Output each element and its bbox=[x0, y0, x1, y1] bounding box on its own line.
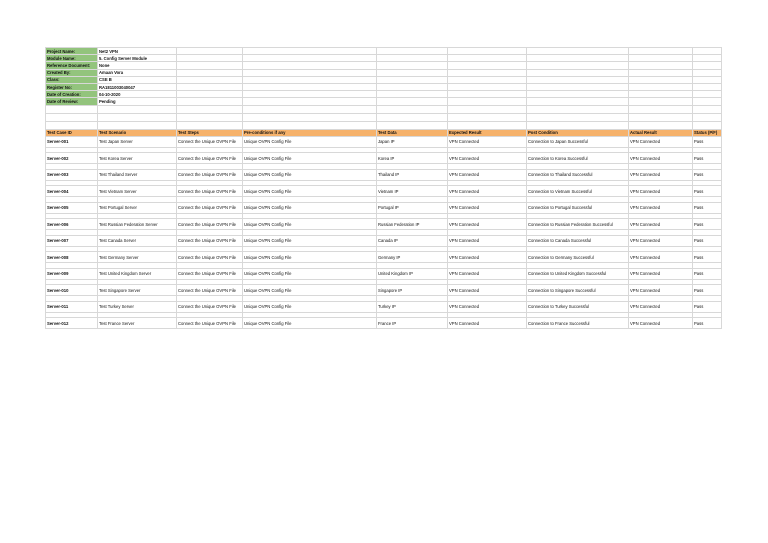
empty-cell bbox=[629, 91, 693, 98]
meta-row bbox=[46, 62, 722, 69]
empty-cell bbox=[527, 121, 629, 129]
table-cell: Unique OVPN Config File bbox=[243, 285, 377, 296]
empty-cell bbox=[629, 121, 693, 129]
empty-cell bbox=[46, 121, 98, 129]
empty-cell bbox=[448, 91, 527, 98]
empty-cell bbox=[243, 48, 377, 55]
meta-value: None bbox=[98, 62, 177, 69]
table-cell: Connect the Unique OVPN File bbox=[177, 301, 243, 312]
empty-cell bbox=[527, 55, 629, 62]
empty-cell bbox=[243, 76, 377, 83]
table-row bbox=[46, 219, 722, 230]
table-cell: Connection to Japan Successful bbox=[527, 136, 629, 147]
table-cell: Unique OVPN Config File bbox=[243, 169, 377, 180]
table-cell: Connect the Unique OVPN File bbox=[177, 252, 243, 263]
empty-row bbox=[46, 105, 722, 113]
table-row bbox=[46, 169, 722, 180]
empty-cell bbox=[177, 98, 243, 105]
table-cell: Pass bbox=[693, 136, 722, 147]
table-cell: VPN Connected bbox=[629, 153, 693, 164]
empty-cell bbox=[629, 105, 693, 113]
empty-cell bbox=[377, 48, 448, 55]
meta-label: Date of Review: bbox=[46, 98, 98, 105]
empty-cell bbox=[377, 55, 448, 62]
table-cell: Test Canada Server bbox=[98, 235, 177, 246]
table-row bbox=[46, 318, 722, 329]
empty-cell bbox=[177, 113, 243, 121]
empty-cell bbox=[527, 62, 629, 69]
meta-row bbox=[46, 69, 722, 76]
table-cell: Connect the Unique OVPN File bbox=[177, 153, 243, 164]
table-cell: Connection to Thailand Successful bbox=[527, 169, 629, 180]
empty-cell bbox=[243, 91, 377, 98]
table-cell: VPN Connected bbox=[448, 202, 527, 213]
table-cell: VPN Connected bbox=[629, 202, 693, 213]
empty-cell bbox=[177, 48, 243, 55]
table-cell: VPN Connected bbox=[448, 186, 527, 197]
table-cell: Connection to France Successful bbox=[527, 318, 629, 329]
table-cell: Pass bbox=[693, 318, 722, 329]
table-cell: Connect the Unique OVPN File bbox=[177, 186, 243, 197]
table-cell: VPN Connected bbox=[448, 268, 527, 279]
table-cell: VPN Connected bbox=[629, 219, 693, 230]
empty-cell bbox=[448, 55, 527, 62]
meta-value: 04-10-2020 bbox=[98, 91, 177, 98]
table-cell: Pass bbox=[693, 186, 722, 197]
meta-label: Project Name: bbox=[46, 48, 98, 55]
empty-cell bbox=[177, 121, 243, 129]
meta-label: Register No: bbox=[46, 83, 98, 90]
table-cell: Connection to Russian Federation Successful bbox=[527, 219, 629, 230]
column-header: Test Steps bbox=[177, 129, 243, 136]
table-cell: Thailand IP bbox=[377, 169, 448, 180]
empty-cell bbox=[693, 62, 722, 69]
table-cell: Pass bbox=[693, 252, 722, 263]
empty-cell bbox=[693, 48, 722, 55]
empty-cell bbox=[527, 113, 629, 121]
empty-cell bbox=[527, 48, 629, 55]
table-cell: Pass bbox=[693, 219, 722, 230]
table-cell: VPN Connected bbox=[629, 268, 693, 279]
empty-cell bbox=[448, 105, 527, 113]
table-cell: Connection to Turkey Successful bbox=[527, 301, 629, 312]
table-cell: Connect the Unique OVPN File bbox=[177, 285, 243, 296]
table-cell: Test Portugal Server bbox=[98, 202, 177, 213]
empty-cell bbox=[377, 76, 448, 83]
table-cell: VPN Connected bbox=[629, 318, 693, 329]
table-cell: VPN Connected bbox=[448, 219, 527, 230]
table-cell: Unique OVPN Config File bbox=[243, 202, 377, 213]
table-cell: Connect the Unique OVPN File bbox=[177, 235, 243, 246]
table-row bbox=[46, 136, 722, 147]
table-cell: Server-006 bbox=[46, 219, 98, 230]
table-cell: Test Germany Server bbox=[98, 252, 177, 263]
empty-cell bbox=[243, 55, 377, 62]
empty-cell bbox=[377, 91, 448, 98]
column-header: Expected Result bbox=[448, 129, 527, 136]
empty-cell bbox=[98, 113, 177, 121]
table-cell: Connect the Unique OVPN File bbox=[177, 136, 243, 147]
table-cell: VPN Connected bbox=[629, 301, 693, 312]
table-cell: VPN Connected bbox=[629, 235, 693, 246]
empty-cell bbox=[629, 113, 693, 121]
empty-cell bbox=[629, 62, 693, 69]
table-cell: Vietnam IP bbox=[377, 186, 448, 197]
table-cell: Unique OVPN Config File bbox=[243, 318, 377, 329]
table-cell: Portugal IP bbox=[377, 202, 448, 213]
empty-cell bbox=[448, 98, 527, 105]
table-cell: VPN Connected bbox=[629, 136, 693, 147]
table-cell: VPN Connected bbox=[448, 285, 527, 296]
empty-cell bbox=[448, 76, 527, 83]
meta-value: Net2 VPN bbox=[98, 48, 177, 55]
table-row bbox=[46, 268, 722, 279]
empty-cell bbox=[377, 113, 448, 121]
table-cell: Connection to Korea Successful bbox=[527, 153, 629, 164]
empty-cell bbox=[448, 69, 527, 76]
empty-cell bbox=[377, 121, 448, 129]
empty-cell bbox=[693, 76, 722, 83]
table-cell: Unique OVPN Config File bbox=[243, 235, 377, 246]
column-header: Actual Result bbox=[629, 129, 693, 136]
empty-cell bbox=[527, 76, 629, 83]
meta-value: RA1811003040047 bbox=[98, 83, 177, 90]
empty-cell bbox=[448, 121, 527, 129]
table-cell: Connection to Germany Successful bbox=[527, 252, 629, 263]
empty-cell bbox=[629, 55, 693, 62]
meta-value: CSE B bbox=[98, 76, 177, 83]
meta-label: Created By: bbox=[46, 69, 98, 76]
empty-cell bbox=[527, 83, 629, 90]
table-cell: Russian Federation IP bbox=[377, 219, 448, 230]
table-cell: Unique OVPN Config File bbox=[243, 252, 377, 263]
empty-cell bbox=[243, 105, 377, 113]
meta-label: Reference Document: bbox=[46, 62, 98, 69]
table-cell: Test Russian Federation Server bbox=[98, 219, 177, 230]
table-cell: Server-003 bbox=[46, 169, 98, 180]
empty-cell bbox=[177, 83, 243, 90]
empty-cell bbox=[693, 105, 722, 113]
table-cell: Unique OVPN Config File bbox=[243, 219, 377, 230]
table-cell: Server-007 bbox=[46, 235, 98, 246]
table-cell: Test United Kingdom Server bbox=[98, 268, 177, 279]
table-cell: Connection to United Kingdom Successful bbox=[527, 268, 629, 279]
table-row bbox=[46, 252, 722, 263]
table-cell: Turkey IP bbox=[377, 301, 448, 312]
meta-row bbox=[46, 98, 722, 105]
empty-cell bbox=[693, 55, 722, 62]
table-cell: Connect the Unique OVPN File bbox=[177, 219, 243, 230]
empty-cell bbox=[629, 76, 693, 83]
meta-value: Amaan Vora bbox=[98, 69, 177, 76]
table-cell: Server-005 bbox=[46, 202, 98, 213]
table-cell: Connect the Unique OVPN File bbox=[177, 268, 243, 279]
table-cell: Pass bbox=[693, 169, 722, 180]
table-cell: Connect the Unique OVPN File bbox=[177, 202, 243, 213]
empty-cell bbox=[527, 69, 629, 76]
meta-row bbox=[46, 76, 722, 83]
table-cell: Connection to Vietnam Successful bbox=[527, 186, 629, 197]
empty-cell bbox=[448, 62, 527, 69]
meta-row bbox=[46, 83, 722, 90]
table-cell: Test Japan Server bbox=[98, 136, 177, 147]
empty-row bbox=[46, 121, 722, 129]
empty-cell bbox=[693, 113, 722, 121]
empty-cell bbox=[527, 91, 629, 98]
table-cell: Server-001 bbox=[46, 136, 98, 147]
table-row bbox=[46, 202, 722, 213]
empty-cell bbox=[243, 98, 377, 105]
table-cell: Server-004 bbox=[46, 186, 98, 197]
empty-cell bbox=[377, 62, 448, 69]
table-cell: Connect the Unique OVPN File bbox=[177, 169, 243, 180]
table-cell: VPN Connected bbox=[448, 153, 527, 164]
table-cell: VPN Connected bbox=[448, 318, 527, 329]
empty-cell bbox=[448, 113, 527, 121]
table-cell: Unique OVPN Config File bbox=[243, 301, 377, 312]
empty-cell bbox=[527, 105, 629, 113]
table-cell: Connection to Portugal Successful bbox=[527, 202, 629, 213]
empty-cell bbox=[98, 105, 177, 113]
table-row bbox=[46, 153, 722, 164]
table-cell: Server-012 bbox=[46, 318, 98, 329]
table-cell: United Kingdom IP bbox=[377, 268, 448, 279]
table-cell: Unique OVPN Config File bbox=[243, 186, 377, 197]
table-cell: Server-008 bbox=[46, 252, 98, 263]
empty-cell bbox=[377, 105, 448, 113]
empty-cell bbox=[377, 69, 448, 76]
table-cell: Canada IP bbox=[377, 235, 448, 246]
table-cell: VPN Connected bbox=[448, 301, 527, 312]
empty-cell bbox=[377, 83, 448, 90]
table-row bbox=[46, 301, 722, 312]
table-cell: Connection to Canada Successful bbox=[527, 235, 629, 246]
empty-cell bbox=[693, 83, 722, 90]
column-header: Status (P/F) bbox=[693, 129, 722, 136]
table-cell: Pass bbox=[693, 268, 722, 279]
table-cell: Pass bbox=[693, 235, 722, 246]
empty-cell bbox=[177, 76, 243, 83]
empty-cell bbox=[243, 113, 377, 121]
column-header: Post Condition bbox=[527, 129, 629, 136]
table-cell: Server-002 bbox=[46, 153, 98, 164]
table-cell: Connect the Unique OVPN File bbox=[177, 318, 243, 329]
meta-value: Pending bbox=[98, 98, 177, 105]
empty-cell bbox=[693, 69, 722, 76]
empty-cell bbox=[243, 121, 377, 129]
empty-cell bbox=[377, 98, 448, 105]
test-case-sheet bbox=[45, 47, 721, 329]
empty-cell bbox=[527, 98, 629, 105]
meta-value: 5. Config Server Module bbox=[98, 55, 177, 62]
empty-cell bbox=[177, 55, 243, 62]
table-cell: Test Singapore Server bbox=[98, 285, 177, 296]
table-cell: Korea IP bbox=[377, 153, 448, 164]
empty-cell bbox=[243, 69, 377, 76]
table-cell: Pass bbox=[693, 285, 722, 296]
table-cell: Germany IP bbox=[377, 252, 448, 263]
table-cell: Japan IP bbox=[377, 136, 448, 147]
column-header: Test Data bbox=[377, 129, 448, 136]
table-cell: VPN Connected bbox=[448, 136, 527, 147]
empty-cell bbox=[46, 105, 98, 113]
table-cell: Connection to Singapore Successful bbox=[527, 285, 629, 296]
table-cell: Server-009 bbox=[46, 268, 98, 279]
table-cell: VPN Connected bbox=[629, 186, 693, 197]
empty-cell bbox=[629, 83, 693, 90]
table-cell: Pass bbox=[693, 153, 722, 164]
empty-cell bbox=[46, 113, 98, 121]
table-cell: Unique OVPN Config File bbox=[243, 268, 377, 279]
column-header: Test Case ID bbox=[46, 129, 98, 136]
table-cell: Pass bbox=[693, 202, 722, 213]
table-cell: Test Vietnam Server bbox=[98, 186, 177, 197]
meta-row bbox=[46, 91, 722, 98]
meta-row bbox=[46, 55, 722, 62]
table-cell: VPN Connected bbox=[448, 169, 527, 180]
table-cell: Pass bbox=[693, 301, 722, 312]
empty-cell bbox=[629, 98, 693, 105]
table-cell: Singapore IP bbox=[377, 285, 448, 296]
empty-cell bbox=[693, 121, 722, 129]
empty-cell bbox=[448, 48, 527, 55]
empty-cell bbox=[177, 105, 243, 113]
empty-cell bbox=[629, 48, 693, 55]
table-cell: Test Turkey Server bbox=[98, 301, 177, 312]
table-cell: Unique OVPN Config File bbox=[243, 136, 377, 147]
meta-label: Class: bbox=[46, 76, 98, 83]
meta-row bbox=[46, 48, 722, 55]
empty-cell bbox=[693, 91, 722, 98]
empty-cell bbox=[243, 83, 377, 90]
table-cell: Unique OVPN Config File bbox=[243, 153, 377, 164]
table-cell: VPN Connected bbox=[629, 285, 693, 296]
empty-cell bbox=[629, 69, 693, 76]
table-cell: VPN Connected bbox=[448, 252, 527, 263]
table-cell: Server-011 bbox=[46, 301, 98, 312]
table-cell: VPN Connected bbox=[629, 169, 693, 180]
test-case-table bbox=[45, 47, 722, 329]
table-cell: VPN Connected bbox=[629, 252, 693, 263]
table-row bbox=[46, 235, 722, 246]
table-cell: Server-010 bbox=[46, 285, 98, 296]
table-header-row bbox=[46, 129, 722, 136]
empty-cell bbox=[177, 91, 243, 98]
empty-cell bbox=[243, 62, 377, 69]
table-cell: France IP bbox=[377, 318, 448, 329]
table-row bbox=[46, 285, 722, 296]
empty-row bbox=[46, 113, 722, 121]
table-cell: Test Korea Server bbox=[98, 153, 177, 164]
table-cell: VPN Connected bbox=[448, 235, 527, 246]
empty-cell bbox=[177, 69, 243, 76]
table-cell: Test France Server bbox=[98, 318, 177, 329]
column-header: Test Scenario bbox=[98, 129, 177, 136]
column-header: Pre-conditions if any bbox=[243, 129, 377, 136]
empty-cell bbox=[448, 83, 527, 90]
empty-cell bbox=[98, 121, 177, 129]
table-cell: Test Thailand Server bbox=[98, 169, 177, 180]
meta-label: Module Name: bbox=[46, 55, 98, 62]
empty-cell bbox=[693, 98, 722, 105]
meta-label: Date of Creation: bbox=[46, 91, 98, 98]
table-row bbox=[46, 186, 722, 197]
empty-cell bbox=[177, 62, 243, 69]
